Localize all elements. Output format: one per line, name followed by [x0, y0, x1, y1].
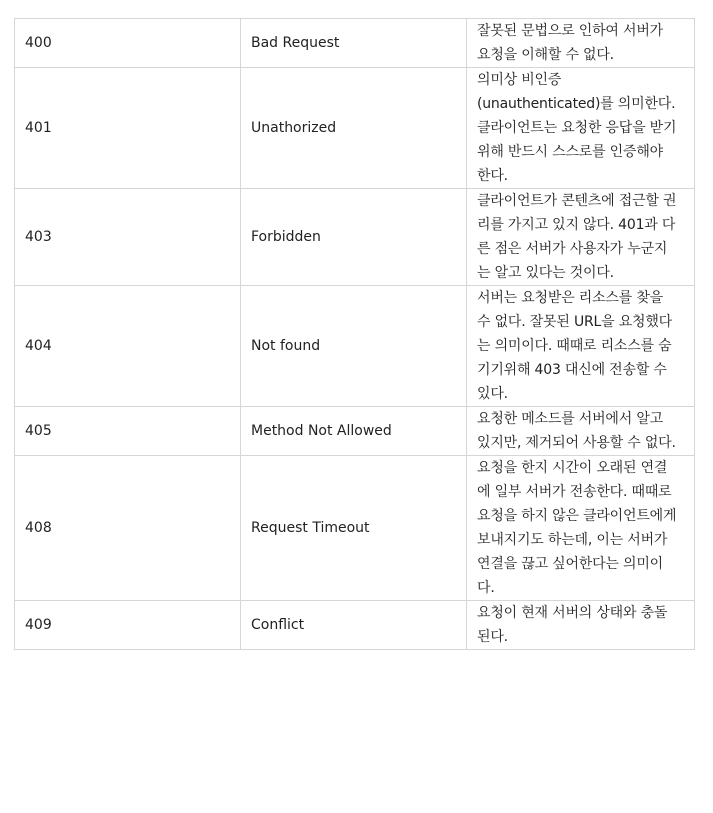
- description-line: 는 의미이다. 때때로 리소스를 숨: [477, 338, 672, 354]
- table-row: [15, 189, 695, 286]
- status-name-cell: Conflict: [241, 601, 467, 650]
- table-row: [15, 601, 695, 650]
- status-description-cell: [467, 407, 695, 456]
- description-line: 요청한 메소드를 서버에서 알고: [477, 411, 663, 427]
- description-line: 에 일부 서버가 전송한다. 때때로: [477, 484, 672, 500]
- status-description-cell: [467, 189, 695, 286]
- table-row: [15, 286, 695, 407]
- status-code-cell: 403: [15, 189, 241, 286]
- description-line: 요청을 한지 시간이 오래된 연결: [477, 460, 668, 476]
- table-row: [15, 407, 695, 456]
- status-name-cell: Request Timeout: [241, 456, 467, 601]
- description-line: 클라이언트는 요청한 응답을 받기: [477, 120, 677, 136]
- status-name-cell: Forbidden: [241, 189, 467, 286]
- description-line: 요청을 이해할 수 없다.: [477, 47, 614, 63]
- table-row: [15, 456, 695, 601]
- http-status-table: [14, 18, 695, 650]
- description-line: 요청을 하지 않은 클라이언트에게: [477, 508, 677, 524]
- table-body: [15, 19, 695, 650]
- description-line: 의미상 비인증: [477, 72, 562, 88]
- status-name-cell: Not found: [241, 286, 467, 407]
- table-row: [15, 68, 695, 189]
- status-description-cell: [467, 286, 695, 407]
- description-line: 기기위해 403 대신에 전송할 수: [477, 362, 667, 378]
- description-line: 연결을 끊고 싶어한다는 의미이: [477, 556, 663, 572]
- description-line: 있지만, 제거되어 사용할 수 없다.: [477, 435, 676, 451]
- status-name-cell: Method Not Allowed: [241, 407, 467, 456]
- status-code-cell: 409: [15, 601, 241, 650]
- status-code-cell: 400: [15, 19, 241, 68]
- status-description-cell: [467, 68, 695, 189]
- description-line: 리를 가지고 있지 않다. 401과 다: [477, 217, 676, 233]
- description-line: 잘못된 문법으로 인하여 서버가: [477, 23, 663, 39]
- description-line: 다.: [477, 580, 495, 596]
- description-line: 있다.: [477, 386, 508, 402]
- description-line: 수 없다. 잘못된 URL을 요청했다: [477, 314, 672, 330]
- table-row: [15, 19, 695, 68]
- description-line: 서버는 요청받은 리소스를 찾을: [477, 290, 663, 306]
- description-line: 위해 반드시 스스로를 인증해야: [477, 144, 663, 160]
- description-line: 보내지기도 하는데, 이는 서버가: [477, 532, 668, 548]
- status-code-cell: 408: [15, 456, 241, 601]
- status-code-cell: 401: [15, 68, 241, 189]
- status-code-cell: 404: [15, 286, 241, 407]
- description-line: 클라이언트가 콘텐츠에 접근할 권: [477, 193, 677, 209]
- description-line: 요청이 현재 서버의 상태와 충돌: [477, 605, 668, 621]
- status-description-cell: [467, 19, 695, 68]
- status-name-cell: Unathorized: [241, 68, 467, 189]
- status-description-cell: [467, 601, 695, 650]
- description-line: 된다.: [477, 629, 508, 645]
- description-line: 는 알고 있다는 것이다.: [477, 265, 614, 281]
- description-line: 한다.: [477, 168, 508, 184]
- status-name-cell: Bad Request: [241, 19, 467, 68]
- description-line: 른 점은 서버가 사용자가 누군지: [477, 241, 668, 257]
- status-code-cell: 405: [15, 407, 241, 456]
- status-description-cell: [467, 456, 695, 601]
- description-line: (unauthenticated)를 의미한다.: [477, 96, 676, 112]
